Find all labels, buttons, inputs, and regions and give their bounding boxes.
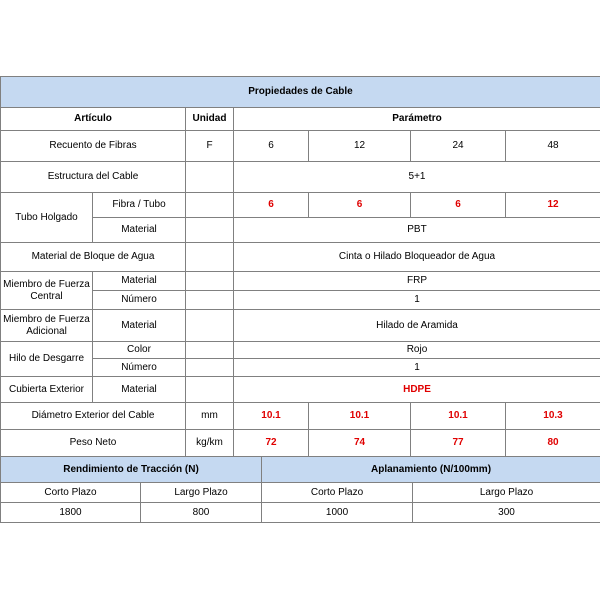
tensile-long-label: Largo Plazo [141, 483, 262, 503]
additional-material-label: Material [93, 310, 186, 342]
crush-long-value: 300 [413, 503, 600, 523]
row-central-strength-material [1, 272, 600, 291]
diameter-unit: mm [186, 403, 234, 430]
fiber-count-value: 6 [234, 131, 309, 162]
table-title: Propiedades de Cable [1, 77, 600, 108]
ripcord-number-unit [186, 359, 234, 377]
row-fiber-count [1, 131, 600, 162]
jacket-unit [186, 377, 234, 403]
jacket-material-value: HDPE [234, 377, 600, 403]
weight-value: 74 [309, 430, 411, 457]
central-material-unit [186, 272, 234, 291]
diameter-value: 10.1 [411, 403, 506, 430]
ripcord-color-unit [186, 342, 234, 359]
fiber-count-value: 24 [411, 131, 506, 162]
ripcord-number-label: Número [93, 359, 186, 377]
fiber-count-value: 12 [309, 131, 411, 162]
row-weight [1, 430, 600, 457]
row-diameter [1, 403, 600, 430]
tube-material-unit [186, 218, 234, 243]
diameter-value: 10.1 [309, 403, 411, 430]
ripcord-label: Hilo de Desgarre [1, 342, 93, 377]
header-parameter: Parámetro [234, 108, 600, 131]
row-ripcord-color [1, 342, 600, 359]
jacket-material-label: Material [93, 377, 186, 403]
row-structure [1, 162, 600, 193]
fiber-count-label: Recuento de Fibras [1, 131, 186, 162]
weight-value: 80 [506, 430, 600, 457]
central-material-value: FRP [234, 272, 600, 291]
tensile-short-value: 1800 [1, 503, 141, 523]
water-block-value: Cinta o Hilado Bloqueador de Agua [234, 243, 600, 272]
performance-table [0, 456, 600, 523]
fiber-count-value: 48 [506, 131, 600, 162]
row-additional-strength [1, 310, 600, 342]
weight-value: 72 [234, 430, 309, 457]
diameter-value: 10.1 [234, 403, 309, 430]
additional-material-value: Hilado de Aramida [234, 310, 600, 342]
central-number-label: Número [93, 291, 186, 310]
crush-short-value: 1000 [262, 503, 413, 523]
ripcord-color-label: Color [93, 342, 186, 359]
loose-tube-label: Tubo Holgado [1, 193, 93, 243]
tube-material-label: Material [93, 218, 186, 243]
diameter-value: 10.3 [506, 403, 600, 430]
row-water-block [1, 243, 600, 272]
fiber-per-tube-unit [186, 193, 234, 218]
header-unit: Unidad [186, 108, 234, 131]
water-block-label: Material de Bloque de Agua [1, 243, 186, 272]
crush-short-label: Corto Plazo [262, 483, 413, 503]
tensile-short-label: Corto Plazo [1, 483, 141, 503]
fiber-per-tube-value: 6 [234, 193, 309, 218]
fiber-count-unit: F [186, 131, 234, 162]
central-number-unit [186, 291, 234, 310]
diameter-label: Diámetro Exterior del Cable [1, 403, 186, 430]
row-loose-tube-fibers [1, 193, 600, 218]
cable-properties-table [0, 76, 600, 457]
weight-label: Peso Neto [1, 430, 186, 457]
fiber-per-tube-value: 6 [309, 193, 411, 218]
structure-label: Estructura del Cable [1, 162, 186, 193]
fiber-per-tube-label: Fibra / Tubo [93, 193, 186, 218]
central-strength-label: Miembro de Fuerza Central [1, 272, 93, 310]
crush-long-label: Largo Plazo [413, 483, 600, 503]
central-material-label: Material [93, 272, 186, 291]
structure-value: 5+1 [234, 162, 600, 193]
central-number-value: 1 [234, 291, 600, 310]
weight-unit: kg/km [186, 430, 234, 457]
additional-material-unit [186, 310, 234, 342]
fiber-per-tube-value: 12 [506, 193, 600, 218]
tensile-title: Rendimiento de Tracción (N) [1, 457, 262, 483]
header-item: Artículo [1, 108, 186, 131]
structure-unit [186, 162, 234, 193]
row-jacket [1, 377, 600, 403]
water-block-unit [186, 243, 234, 272]
fiber-per-tube-value: 6 [411, 193, 506, 218]
tensile-long-value: 800 [141, 503, 262, 523]
ripcord-number-value: 1 [234, 359, 600, 377]
additional-strength-label: Miembro de Fuerza Adicional [1, 310, 93, 342]
tube-material-value: PBT [234, 218, 600, 243]
weight-value: 77 [411, 430, 506, 457]
ripcord-color-value: Rojo [234, 342, 600, 359]
crush-title: Aplanamiento (N/100mm) [262, 457, 600, 483]
jacket-label: Cubierta Exterior [1, 377, 93, 403]
